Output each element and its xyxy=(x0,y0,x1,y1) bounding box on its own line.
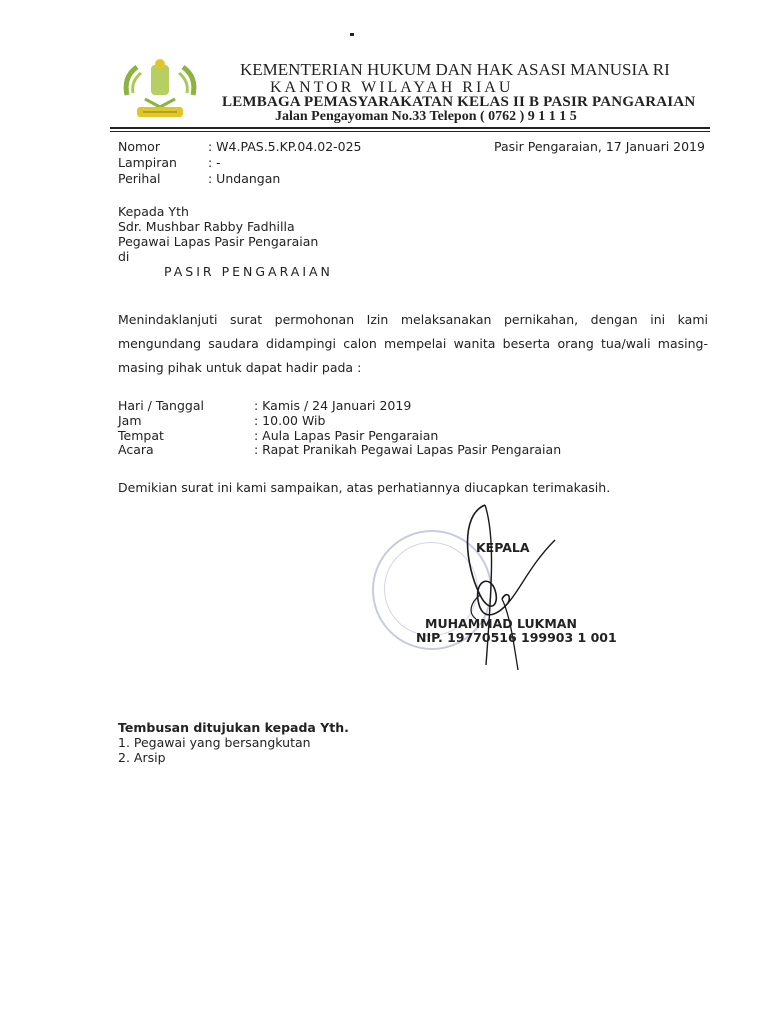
cc-heading: Tembusan ditujukan kepada Yth. xyxy=(118,720,349,735)
perihal-value: : Undangan xyxy=(208,171,281,186)
scan-mark xyxy=(350,33,354,36)
acara-value: : Rapat Pranikah Pegawai Lapas Pasir Pengaraian xyxy=(254,442,562,457)
body-paragraph: Menindaklanjuti surat permohonan Izin melaksanakan pernikahan, dengan ini kami mengundang saudara didampingi calon mempelai wanita beserta orang tua/wali masing-masing pihak untuk dapat hadir pada : xyxy=(118,312,708,375)
recipient-di: di xyxy=(118,249,130,264)
letterhead-address: Jalan Pengayoman No.33 Telepon ( 0762 ) 9 1 1 1 5 xyxy=(275,109,577,124)
letterhead-ministry: KEMENTERIAN HUKUM DAN HAK ASASI MANUSIA RI xyxy=(240,60,670,79)
cc-item: 1. Pegawai yang bersangkutan xyxy=(118,735,311,750)
hari-value: : Kamis / 24 Januari 2019 xyxy=(254,398,412,413)
acara-label: Acara xyxy=(118,442,154,457)
signature-title: KEPALA xyxy=(476,540,530,555)
closing-sentence: Demikian surat ini kami sampaikan, atas perhatiannya diucapkan terimakasih. xyxy=(118,480,611,495)
lampiran-label: Lampiran xyxy=(118,155,177,170)
letterhead-office: KANTOR WILAYAH RIAU xyxy=(270,79,514,96)
place-date: Pasir Pengaraian, 17 Januari 2019 xyxy=(494,139,705,154)
nomor-value: : W4.PAS.5.KP.04.02-025 xyxy=(208,139,362,154)
cc-item: 2. Arsip xyxy=(118,750,166,765)
recipient-name: Sdr. Mushbar Rabby Fadhilla xyxy=(118,219,295,234)
signatory-name: MUHAMMAD LUKMAN xyxy=(425,616,577,631)
ministry-logo xyxy=(115,55,205,125)
letterhead-institution: LEMBAGA PEMASYARAKATAN KELAS II B PASIR PANGARAIAN xyxy=(222,94,696,110)
recipient-city: PASIR PENGARAIAN xyxy=(164,264,333,279)
tempat-label: Tempat xyxy=(118,428,164,443)
nomor-label: Nomor xyxy=(118,139,160,154)
recipient-greeting: Kepada Yth xyxy=(118,204,189,219)
hari-label: Hari / Tanggal xyxy=(118,398,204,413)
handwritten-signature xyxy=(440,495,580,675)
letterhead-divider-thin xyxy=(110,131,710,132)
jam-value: : 10.00 Wib xyxy=(254,413,326,428)
perihal-label: Perihal xyxy=(118,171,161,186)
recipient-position: Pegawai Lapas Pasir Pengaraian xyxy=(118,234,319,249)
jam-label: Jam xyxy=(118,413,142,428)
letterhead-divider xyxy=(110,127,710,129)
lampiran-value: : - xyxy=(208,155,221,170)
signatory-nip: NIP. 19770516 199903 1 001 xyxy=(416,630,617,645)
tempat-value: : Aula Lapas Pasir Pengaraian xyxy=(254,428,439,443)
